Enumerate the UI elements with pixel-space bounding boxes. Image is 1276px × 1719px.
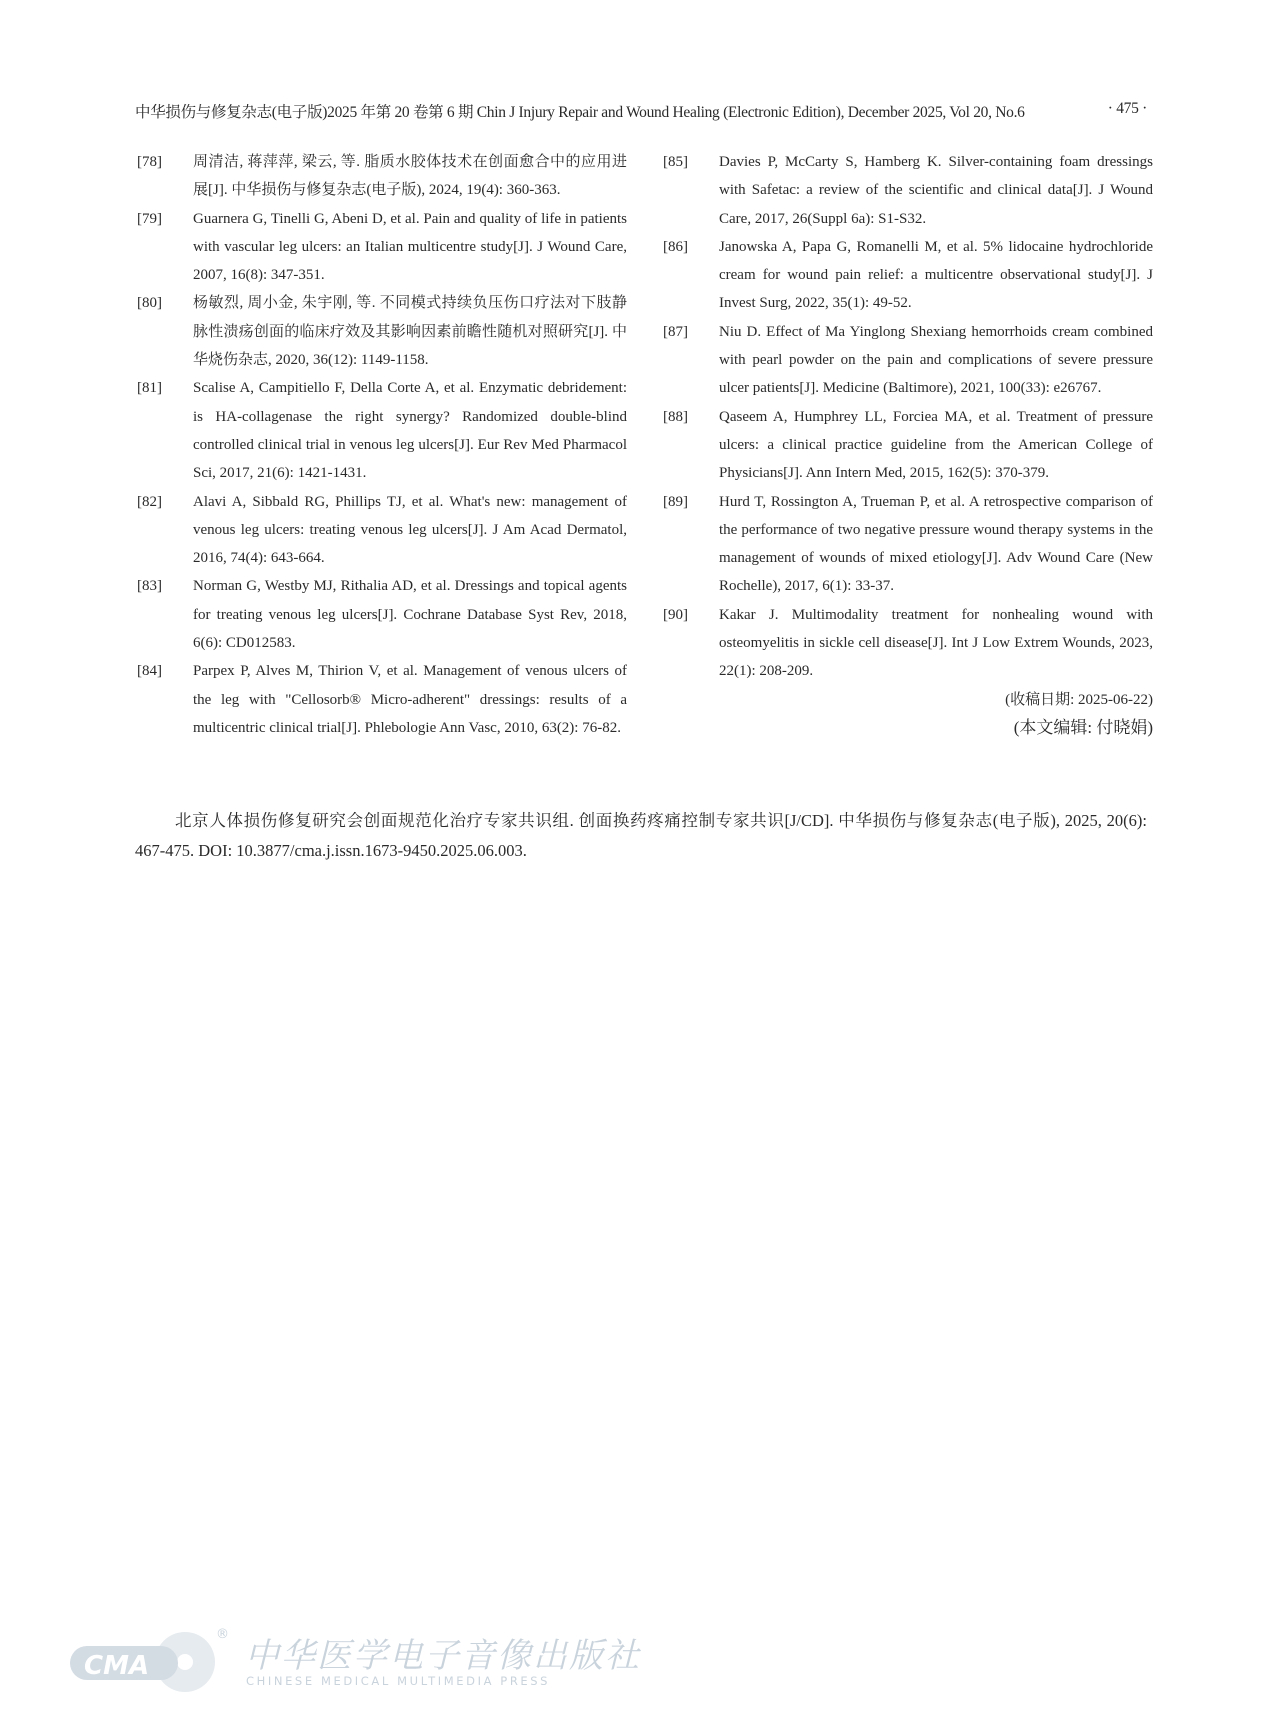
- reference-number: [89]: [663, 493, 688, 510]
- journal-title: 中华损伤与修复杂志(电子版)2025 年第 20 卷第 6 期 Chin J Injury Repair and Wound Healing (Electronic Edition), December 2025, Vol 20, No.6: [135, 104, 1025, 121]
- reference-number: [85]: [663, 154, 688, 170]
- reference-number: [81]: [137, 380, 162, 397]
- reference-item: [137, 657, 627, 742]
- reference-item: [137, 572, 627, 657]
- reference-item: [137, 289, 627, 374]
- publisher-name: 中华医学电子音像出版社: [245, 1636, 641, 1676]
- publisher-subtitle: CHINESE MEDICAL MULTIMEDIA PRESS: [246, 1674, 551, 1688]
- reference-number: [79]: [137, 210, 162, 227]
- reference-text: Norman G, Westby MJ, Rithalia AD, et al. Dressings and topical agents for treating venous leg ulcers[J]. Cochrane Database Syst Rev, 2018, 6(6): CD012583.: [193, 578, 627, 652]
- reference-number: [86]: [663, 238, 688, 255]
- reference-number: [90]: [663, 606, 688, 623]
- reference-item: [137, 205, 627, 290]
- reference-text: Guarnera G, Tinelli G, Abeni D, et al. Pain and quality of life in patients with vascular leg ulcers: an Italian multicentre study[J]. J Wound Care, 2007, 16(8): 347-351.: [193, 210, 627, 284]
- reference-number: [83]: [137, 578, 162, 595]
- reference-number: [84]: [137, 663, 162, 680]
- reference-item: [663, 148, 1153, 233]
- reference-text: Kakar J. Multimodality treatment for nonhealing wound with osteomyelitis in sickle cell disease[J]. Int J Low Extrem Wounds, 2023, 22(1): 208-209.: [719, 606, 1153, 680]
- reference-text: Alavi A, Sibbald RG, Phillips TJ, et al. What's new: management of venous leg ulcers: treating venous leg ulcers[J]. J Am Acad Dermatol, 2016, 74(4): 643-664.: [193, 493, 627, 567]
- reference-item: [663, 488, 1153, 601]
- reference-item: [137, 148, 627, 205]
- reference-item: [663, 601, 1153, 686]
- registered-mark: ®: [216, 1627, 229, 1642]
- page-number: · 475 ·: [1107, 100, 1147, 117]
- logo-brand-text: CMA: [84, 1651, 150, 1681]
- references-left-column: [137, 148, 627, 742]
- reference-text: Parpex P, Alves M, Thirion V, et al. Management of venous ulcers of the leg with "Cellosorb® Micro-adherent" dressings: results of a multicentric clinical trial[J]. Phlebologie Ann Vasc, 2010, 63(2): 76-82.: [193, 663, 627, 736]
- reference-text: Qaseem A, Humphrey LL, Forciea MA, et al. Treatment of pressure ulcers: a clinical practice guideline from the American College of Physicians[J]. Ann Intern Med, 2015, 162(5): 370-379.: [719, 408, 1153, 482]
- running-header: [135, 100, 1147, 122]
- reference-text: Davies P, McCarty S, Hamberg K. Silver-containing foam dressings with Safetac: a review of the scientific and clinical data[J]. J Wound Care, 2017, 26(Suppl 6a): S1-S32.: [719, 154, 1153, 227]
- reference-item: [663, 318, 1153, 403]
- reference-text: Scalise A, Campitiello F, Della Corte A, et al. Enzymatic debridement: is HA-collagenase the right synergy? Randomized double-blind controlled clinical trial in venous leg ulcers[J]. Eur Rev Med Pharmacol Sci, 2017, 21(6): 1421-1431.: [193, 380, 627, 482]
- reference-number: [87]: [663, 323, 688, 340]
- reference-number: [80]: [137, 295, 162, 312]
- editor-note: (本文编辑: 付晓娟): [1013, 717, 1153, 737]
- reference-text: Niu D. Effect of Ma Yinglong Shexiang hemorrhoids cream combined with pearl powder on the pain and complications of severe pressure ulcer patients[J]. Medicine (Baltimore), 2021, 100(33): e26767.: [719, 323, 1153, 397]
- reference-item: [663, 233, 1153, 318]
- reference-item: [137, 488, 627, 573]
- reference-item: [137, 374, 627, 487]
- reference-text: 杨敏烈, 周小金, 朱宇刚, 等. 不同模式持续负压伤口疗法对下肢静脉性溃疡创面的临床疗效及其影响因素前瞻性随机对照研究[J]. 中华烧伤杂志, 2020, 36(12): 1149-1158.: [193, 295, 627, 369]
- reference-number: [78]: [137, 154, 162, 170]
- reference-text: Janowska A, Papa G, Romanelli M, et al. 5% lidocaine hydrochloride cream for wound pain relief: a multicentre observational study[J]. J Invest Surg, 2022, 35(1): 49-52.: [719, 238, 1153, 312]
- reference-item: [663, 403, 1153, 488]
- reference-text: 周清洁, 蒋萍萍, 梁云, 等. 脂质水胶体技术在创面愈合中的应用进展[J]. 中华损伤与修复杂志(电子版), 2024, 19(4): 360-363.: [193, 154, 627, 199]
- reference-number: [82]: [137, 493, 162, 510]
- reference-text: Hurd T, Rossington A, Trueman P, et al. A retrospective comparison of the performance of two negative pressure wound therapy systems in the management of wounds of mixed etiology[J]. Adv Wound Care (New Rochelle), 2017, 6(1): 33-37.: [719, 493, 1153, 595]
- references-right-column: [663, 148, 1153, 742]
- received-date: (收稿日期: 2025-06-22): [1005, 691, 1153, 708]
- citation-note: 北京人体损伤修复研究会创面规范化治疗专家共识组. 创面换药疼痛控制专家共识[J/CD]. 中华损伤与修复杂志(电子版), 2025, 20(6): 467-475. DOI: 10.3877/cma.j.issn.1673-9450.2025.06.003.: [135, 811, 1147, 860]
- reference-number: [88]: [663, 408, 688, 425]
